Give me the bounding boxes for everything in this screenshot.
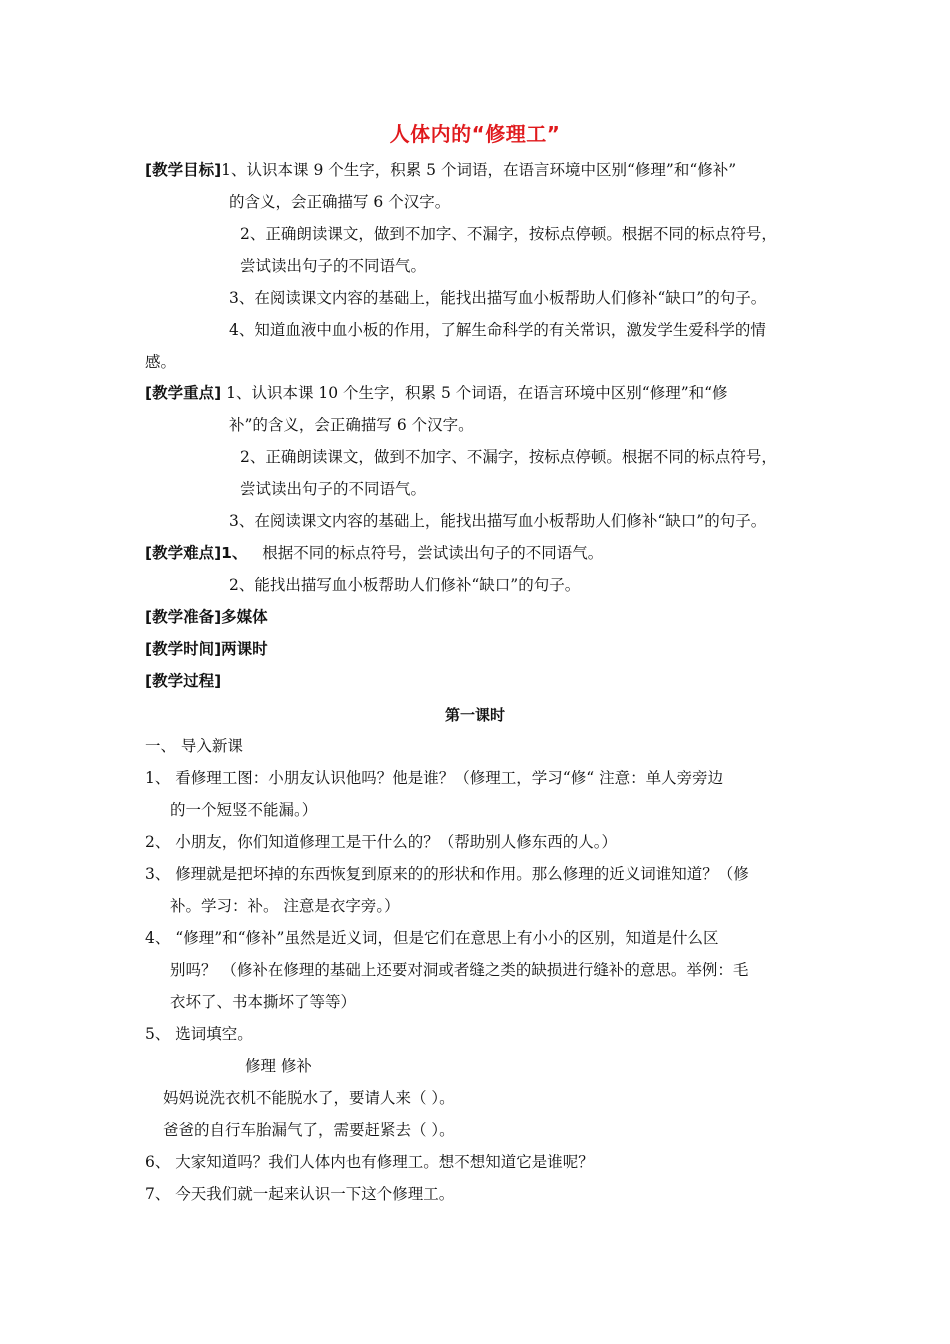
key-points-line-2: 2、正确朗读课文，做到不加字、不漏字，按标点停顿。根据不同的标点符号， [240,448,777,466]
key-points-line-3: 3、在阅读课文内容的基础上，能找出描写血小板帮助人们修补“缺口”的句子。 [229,512,767,530]
difficulties-label: [教学难点]1、 [145,544,248,562]
key-points-line-1 [145,383,728,403]
goals-line-1 [145,160,736,180]
goals-line-1b: 的含义，会正确描写 6 个汉字。 [229,193,451,211]
word-choices: 修理 修补 [245,1057,312,1075]
item-2: 2、 小朋友，你们知道修理工是干什么的？（帮助别人修东西的人。） [145,833,618,851]
item-1b: 的一个短竖不能漏。） [170,801,318,819]
item-4c: 衣坏了、书本撕坏了等等） [170,993,357,1011]
fill-sentence-2: 爸爸的自行车胎漏气了，需要赶紧去（ ）。 [163,1121,455,1139]
item-7: 7、 今天我们就一起来认识一下这个修理工。 [145,1185,455,1203]
goals-line-2: 2、正确朗读课文，做到不加字、不漏字，按标点停顿。根据不同的标点符号， [240,225,777,243]
fill-sentence-1: 妈妈说洗衣机不能脱水了，要请人来（ ）。 [163,1089,455,1107]
key-points-label: [教学重点] [145,384,222,402]
difficulties-text-1: 根据不同的标点符号，尝试读出句子的不同语气。 [262,544,604,562]
item-5: 5、 选词填空。 [145,1025,253,1043]
item-4: 4、 “修理”和“修补”虽然是近义词，但是它们在意思上有小小的区别，知道是什么区 [145,929,719,947]
goals-line-3: 3、在阅读课文内容的基础上，能找出描写血小板帮助人们修补“缺口”的句子。 [229,289,767,307]
goals-text-1: 1、认识本课 9 个生字，积累 5 个词语，在语言环境中区别“修理”和“修补” [221,161,737,179]
difficulties-line-1 [145,543,603,563]
goals-line-2b: 尝试读出句子的不同语气。 [240,257,427,275]
key-points-line-1b: 补”的含义，会正确描写 6 个汉字。 [229,416,474,434]
item-4b: 别吗？ （修补在修理的基础上还要对洞或者缝之类的缺损进行缝补的意思。举例：毛 [170,961,749,979]
preparation-heading: [教学准备]多媒体 [145,608,268,626]
item-1: 1、 看修理工图：小朋友认识他吗？他是谁？（修理工，学习“修“ 注意：单人旁旁边 [145,769,724,787]
time-heading: [教学时间]两课时 [145,640,268,658]
difficulties-line-2: 2、能找出描写血小板帮助人们修补“缺口”的句子。 [229,576,581,594]
key-points-text-1: 1、认识本课 10 个生字，积累 5 个词语，在语言环境中区别“修理”和“修 [226,384,728,402]
process-heading: [教学过程] [145,672,222,690]
item-6: 6、 大家知道吗？我们人体内也有修理工。想不想知道它是谁呢？ [145,1153,594,1171]
goals-line-4b: 感。 [145,353,177,371]
goals-label: [教学目标] [145,161,222,179]
goals-line-4: 4、知道血液中血小板的作用，了解生命科学的有关常识，激发学生爱科学的情 [229,321,766,339]
lesson-title: 第一课时 [444,706,505,724]
item-3b: 补。学习：补。 注意是衣字旁。） [170,897,400,915]
section-heading: 一、 导入新课 [145,737,243,755]
key-points-line-2b: 尝试读出句子的不同语气。 [240,480,427,498]
item-3: 3、 修理就是把坏掉的东西恢复到原来的的形状和作用。那么修理的近义词谁知道？（修 [145,865,749,883]
document-title: 人体内的“修理工” [389,122,561,146]
